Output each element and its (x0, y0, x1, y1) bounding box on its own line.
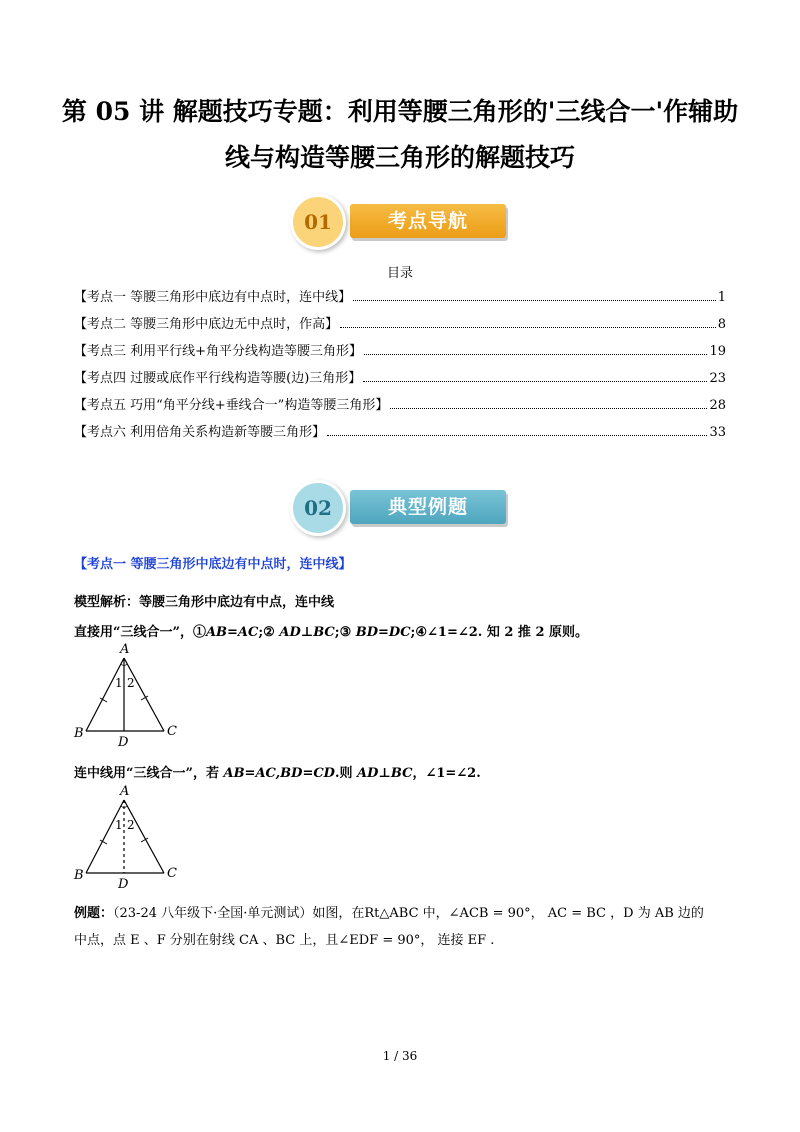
badge-number: 01 (290, 194, 346, 250)
condition-ab-ac-bd-cd: AB=AC,BD=CD (223, 766, 335, 781)
result-ad-perp-bc: AD⊥BC (357, 766, 413, 781)
toc-item[interactable] (74, 340, 726, 367)
example-label: 例题： (74, 906, 114, 921)
section-badge-examples (290, 480, 510, 540)
toc-item-page: 23 (709, 371, 726, 386)
toc-leader (327, 435, 707, 436)
text-segment: ;② (258, 625, 280, 640)
toc-item-page: 1 (717, 290, 726, 305)
toc-item-page: 19 (709, 344, 726, 359)
toc-item-label: 【考点三 利用平行线+角平分线构造等腰三角形】 (74, 344, 363, 359)
toc-leader (340, 327, 716, 328)
section-heading: 【考点一 等腰三角形中底边有中点时，连中线】 (74, 557, 352, 572)
toc-leader (363, 381, 707, 382)
toc-item-label: 【考点二 等腰三角形中底边无中点时，作高】 (74, 317, 339, 332)
toc-item[interactable] (74, 313, 726, 340)
triangle-figure-dashed (72, 782, 192, 892)
label-b: B (74, 726, 84, 741)
page-title-line2: 线与构造等腰三角形的解题技巧 (224, 143, 575, 172)
badge-label: 典型例题 (350, 490, 506, 524)
example-line-1: （23-24 八年级下·全国·单元测试）如图，在Rt△ABC 中，∠ACB = 90°， AC = BC ，D 为 AB 边的 (113, 906, 704, 921)
label-angle-1: 1 (115, 818, 123, 832)
toc-leader (353, 300, 716, 301)
label-d: D (118, 877, 129, 892)
example-problem (74, 900, 734, 954)
page-title-line1: 第 05 讲 解题技巧专题：利用等腰三角形的'三线合一'作辅助 (61, 97, 739, 126)
text-segment: ;④∠1=∠2. 知 2 推 2 原则。 (410, 625, 589, 640)
label-a: A (120, 642, 130, 657)
toc-item-label: 【考点五 巧用“角平分线+垂线合一”构造等腰三角形】 (74, 398, 389, 413)
condition-ad-perp-bc: AD⊥BC (279, 625, 335, 640)
condition-ab-ac: AB=AC (205, 625, 259, 640)
toc-item[interactable] (74, 367, 726, 394)
toc-leader (390, 408, 707, 409)
text-segment: 直接用“三线合一”，① (74, 625, 206, 640)
badge-label: 考点导航 (350, 204, 506, 238)
direct-usage-text (74, 621, 588, 640)
text-segment: ，∠1=∠2. (412, 766, 481, 781)
toc-leader (364, 354, 707, 355)
text-segment: 连中线用“三线合一”，若 (74, 766, 224, 781)
badge-number: 02 (290, 480, 346, 536)
label-c: C (167, 724, 177, 739)
text-segment: .则 (334, 766, 358, 781)
toc-item-page: 33 (709, 425, 726, 440)
label-angle-1: 1 (115, 676, 123, 690)
label-c: C (167, 866, 177, 881)
toc-item-label: 【考点一 等腰三角形中底边有中点时，连中线】 (74, 290, 352, 305)
page-number: 1 / 36 (382, 1049, 418, 1063)
toc-item-page: 28 (709, 398, 726, 413)
label-a: A (120, 784, 130, 799)
label-angle-2: 2 (127, 818, 135, 832)
toc-item-label: 【考点六 利用倍角关系构造新等腰三角形】 (74, 425, 326, 440)
label-d: D (118, 735, 129, 750)
condition-bd-dc: BD=DC (355, 625, 411, 640)
toc-heading: 目录 (386, 266, 413, 281)
toc-item-label: 【考点四 过腰或底作平行线构造等腰(边)三角形】 (74, 371, 362, 386)
connect-median-text (74, 762, 481, 781)
toc-item[interactable] (74, 421, 726, 448)
label-b: B (74, 868, 84, 883)
example-line-2: 中点，点 E 、F 分别在射线 CA 、BC 上，且∠EDF = 90°， 连接 EF . (74, 933, 495, 948)
table-of-contents (74, 286, 726, 448)
text-segment: ;③ (334, 625, 356, 640)
toc-item[interactable] (74, 394, 726, 421)
triangle-figure-solid (72, 640, 192, 750)
toc-item[interactable] (74, 286, 726, 313)
section-badge-guide (290, 194, 510, 254)
toc-item-page: 8 (717, 317, 726, 332)
model-analysis: 模型解析：等腰三角形中底边有中点，连中线 (74, 595, 335, 610)
label-angle-2: 2 (127, 676, 135, 690)
